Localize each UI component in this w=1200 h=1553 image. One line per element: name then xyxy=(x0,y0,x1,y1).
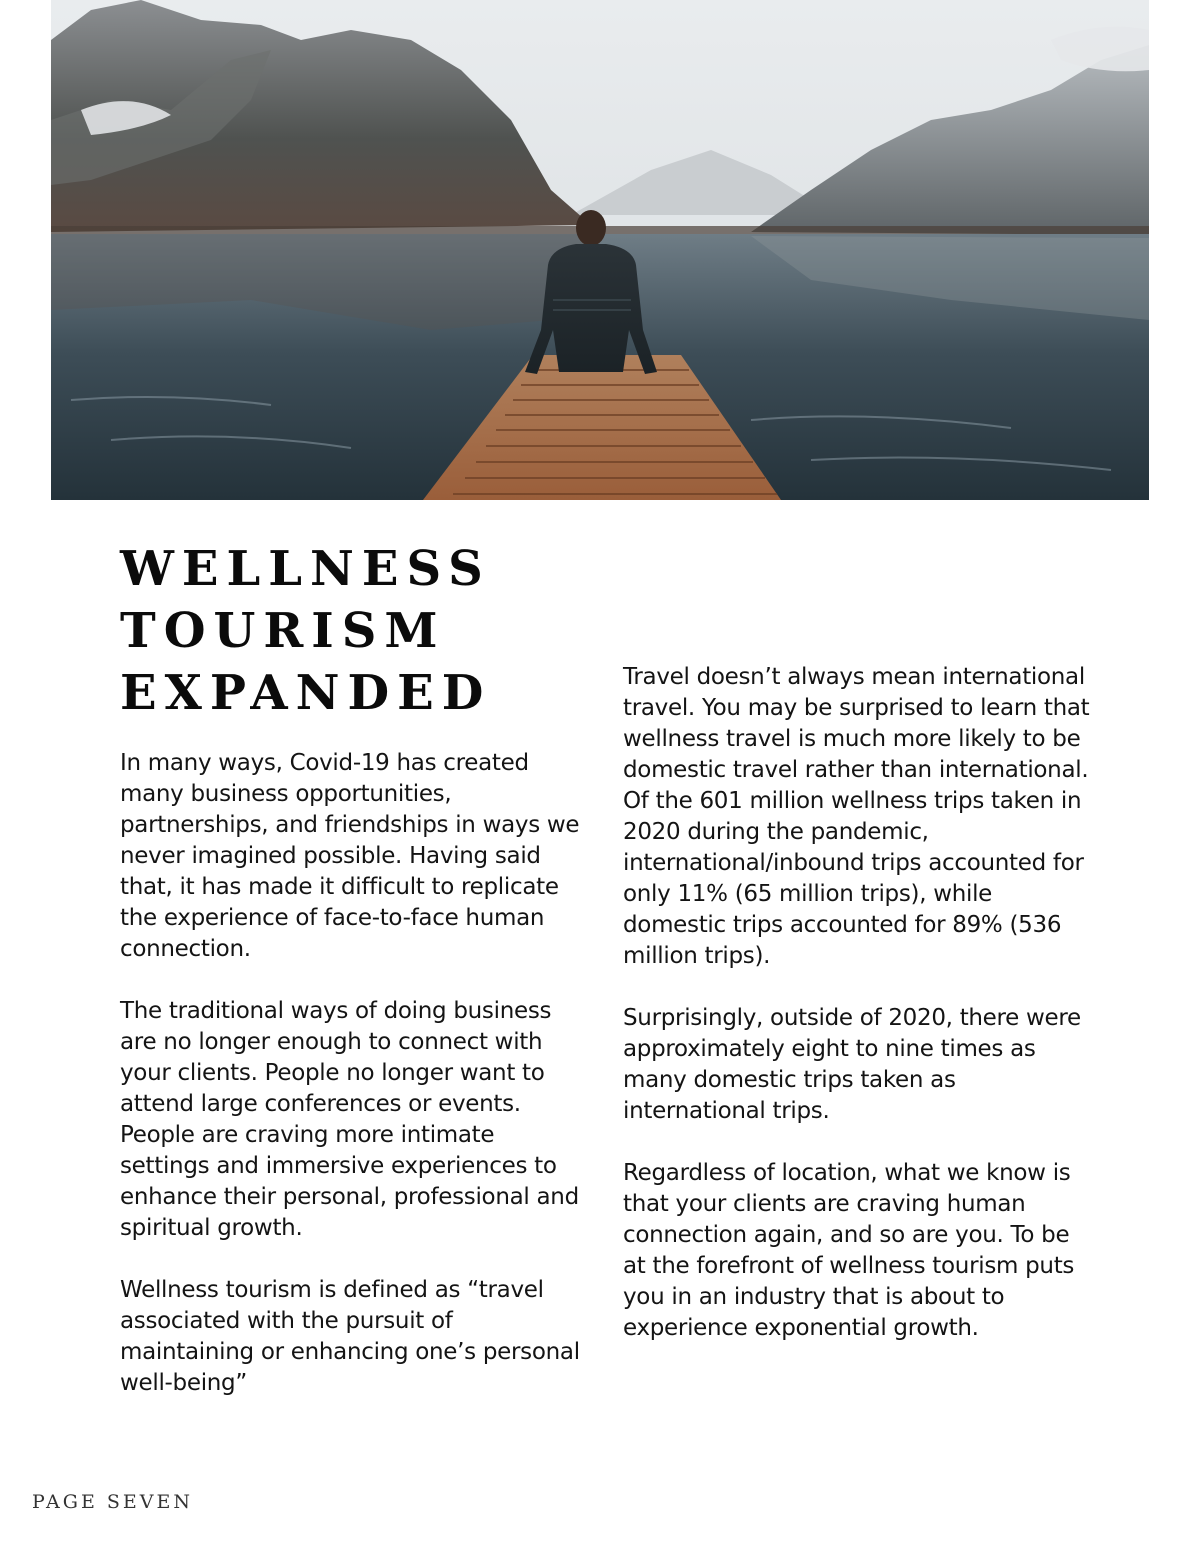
title-line: EXPANDED xyxy=(120,665,492,721)
paragraph: In many ways, Covid-19 has created many business opportunities, partnerships, and friendships in ways we never imagined possible. Having said that, it has made it difficult to replicate the experience of face-to-face human connection. xyxy=(120,750,580,962)
title-line: WELLNESS xyxy=(120,541,491,597)
page-number-label: PAGE SEVEN xyxy=(32,1491,193,1513)
hero-photo xyxy=(51,0,1149,500)
lake-pier-illustration xyxy=(51,0,1149,500)
paragraph: Wellness tourism is defined as “travel associated with the pursuit of maintaining or enhancing one’s personal well-being” xyxy=(120,1277,580,1396)
title-line: TOURISM xyxy=(120,603,446,659)
right-column xyxy=(623,662,1093,1344)
paragraph: Surprisingly, outside of 2020, there were approximately eight to nine times as many domestic trips taken as international trips. xyxy=(623,1005,1081,1124)
paragraph: Travel doesn’t always mean international travel. You may be surprised to learn that wellness travel is much more likely to be domestic travel rather than international. Of the 601 million wellness trips taken in 2020 during the pandemic, international/inbound trips accounted for only 11% (65 million trips), while domestic trips accounted for 89% (536 million trips). xyxy=(623,664,1090,969)
left-column xyxy=(120,748,590,1399)
paragraph: Regardless of location, what we know is that your clients are craving human connection again, and so are you. To be at the forefront of wellness tourism puts you in an industry that is about to experience exponential growth. xyxy=(623,1160,1075,1341)
page-title xyxy=(120,538,491,724)
paragraph: The traditional ways of doing business are no longer enough to connect with your clients. People no longer want to attend large conferences or events. People are craving more intimate settings and immersive experiences to enhance their personal, professional and spiritual growth. xyxy=(120,998,579,1241)
